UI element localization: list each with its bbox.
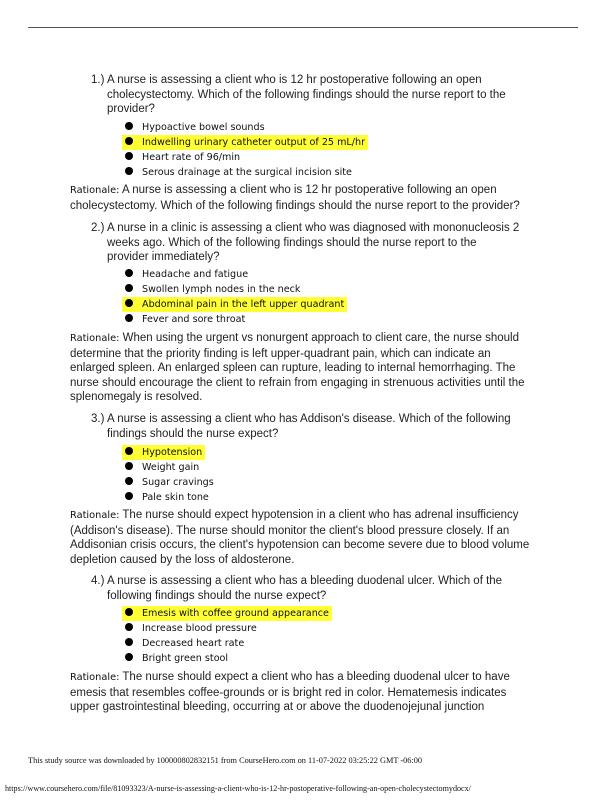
rationale-2 xyxy=(70,331,530,405)
question-number: 4.) xyxy=(91,575,105,587)
options-list-2 xyxy=(125,264,347,324)
bullet-icon xyxy=(125,653,133,661)
bullet-icon xyxy=(125,477,133,485)
option-item: Headache and fatigue xyxy=(125,269,248,280)
bullet-icon xyxy=(125,492,133,500)
option-item: Heart rate of 96/min xyxy=(125,152,240,163)
bullet-icon xyxy=(125,152,133,160)
option-item: Bright green stool xyxy=(125,653,228,664)
question-stem: A nurse is assessing a client who has Addison's disease. Which of the following findings should the nurse expect? xyxy=(107,413,511,440)
source-url[interactable]: https://www.coursehero.com/file/81093323/A-nurse-is-assessing-a-client-who-is-12-hr-postoperative-following-an-open-cholecystectomydocx/ xyxy=(5,784,471,793)
option-item: Weight gain xyxy=(125,462,199,473)
rationale-label: Rationale: xyxy=(70,672,120,683)
bullet-icon xyxy=(125,314,133,322)
options-list-1 xyxy=(125,117,368,177)
option-item: Sugar cravings xyxy=(125,477,214,488)
rationale-3 xyxy=(70,508,530,567)
question-stem: A nurse in a clinic is assessing a client who was diagnosed with mononucleosis 2 weeks ago. Which of the following findings should the nurse report to the provider immediately? xyxy=(107,222,520,264)
rationale-text: The nurse should expect hypotension in a client who has adrenal insufficiency (Addison's disease). The nurse should monitor the client's blood pressure closely. If an Addisonian crisis occurs, the client's hypotension can become severe due to blood volume depletion caused by the loss of aldosterone. xyxy=(70,509,530,566)
header-rule xyxy=(28,27,578,28)
option-item-highlighted: Emesis with coffee ground appearance xyxy=(122,606,332,621)
rationale-text: A nurse is assessing a client who is 12 hr postoperative following an open cholecystectomy. Which of the following findings should the nurse report to the provider? xyxy=(70,184,520,212)
options-list-3 xyxy=(125,442,214,502)
option-item-highlighted: Abdominal pain in the left upper quadrant xyxy=(122,297,347,312)
download-notice: This study source was downloaded by 100000802832151 from CourseHero.com on 11-07-2022 03:25:22 GMT -06:00 xyxy=(28,756,423,765)
rationale-text: The nurse should expect a client who has a bleeding duodenal ulcer to have emesis that resembles coffee-grounds or is bright red in color. Hematemesis indicates upper gastrointestinal bleeding, occurring at or above the duodenojejunal junction xyxy=(70,671,510,714)
bullet-icon xyxy=(125,284,133,292)
question-stem: A nurse is assessing a client who has a bleeding duodenal ulcer. Which of the following findings should the nurse expect? xyxy=(107,575,503,602)
bullet-icon xyxy=(125,167,133,175)
option-item-highlighted: Indwelling urinary catheter output of 25 mL/hr xyxy=(122,135,368,150)
rationale-label: Rationale: xyxy=(70,510,120,521)
bullet-icon xyxy=(125,122,133,130)
option-item-highlighted: Hypotension xyxy=(122,445,205,460)
option-item: Increase blood pressure xyxy=(125,623,257,634)
option-item: Fever and sore throat xyxy=(125,314,245,325)
bullet-icon xyxy=(125,447,133,455)
rationale-text: When using the urgent vs nonurgent approach to client care, the nurse should determine that the priority finding is left upper-quadrant pain, which can indicate an enlarged spleen. An enlarged spleen can rupture, leading to internal hemorrhaging. The nurse should encourage the client to refrain from engaging in strenuous activities until the splenomegaly is resolved. xyxy=(70,332,525,404)
question-number: 1.) xyxy=(91,74,105,86)
rationale-label: Rationale: xyxy=(70,185,120,196)
option-item: Pale skin tone xyxy=(125,492,209,503)
bullet-icon xyxy=(125,462,133,470)
bullet-icon xyxy=(125,638,133,646)
question-stem: A nurse is assessing a client who is 12 hr postoperative following an open cholecystectomy. Which of the following findings should the nurse report to the provider? xyxy=(107,74,506,116)
bullet-icon xyxy=(125,299,133,307)
option-item: Serous drainage at the surgical incision site xyxy=(125,167,352,178)
option-item: Decreased heart rate xyxy=(125,638,244,649)
rationale-1 xyxy=(70,183,530,213)
bullet-icon xyxy=(125,137,133,145)
rationale-label: Rationale: xyxy=(70,333,120,344)
bullet-icon xyxy=(125,623,133,631)
question-number: 3.) xyxy=(91,413,105,425)
bullet-icon xyxy=(125,269,133,277)
option-item: Hypoactive bowel sounds xyxy=(125,122,265,133)
question-number: 2.) xyxy=(91,222,105,234)
option-item: Swollen lymph nodes in the neck xyxy=(125,284,300,295)
bullet-icon xyxy=(125,608,133,616)
options-list-4 xyxy=(125,603,332,663)
rationale-4 xyxy=(70,670,530,715)
